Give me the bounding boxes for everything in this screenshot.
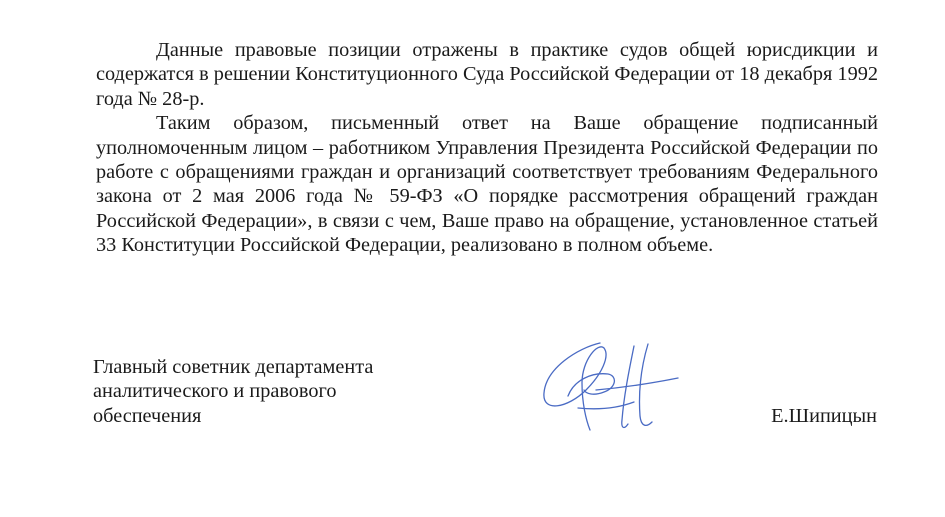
position-line-3: обеспечения: [93, 404, 202, 427]
paragraph-legal-positions: Данные правовые позиции отражены в практике судов общей юрисдикции и содержатся в решении Конституционного Суда Российской Федерации от 18 декабря 1992 года № 28-р.: [96, 39, 878, 110]
position-line-2: аналитического и правового: [93, 380, 337, 403]
paragraph-conclusion: Таким образом, письменный ответ на Ваше обращение подписанный уполномоченным лицом – работником Управления Президента Российской Федерации по работе с обращениями граждан и организаций соответствует требованиям Федерального закона от 2 мая 2006 года № 59-ФЗ «О порядке рассмотрения обращений граждан Российской Федерации», в связи с чем, Ваше право на обращение, установленное статьей 33 Конституции Российской Федерации, реализовано в полном объеме.: [96, 112, 878, 257]
position-line-1: Главный советник департамента: [93, 356, 374, 378]
signatory-position: [93, 355, 423, 428]
signer-name: Е.Шипицын: [771, 405, 877, 427]
handwritten-signature: [538, 338, 688, 438]
letter-body: [96, 38, 878, 258]
